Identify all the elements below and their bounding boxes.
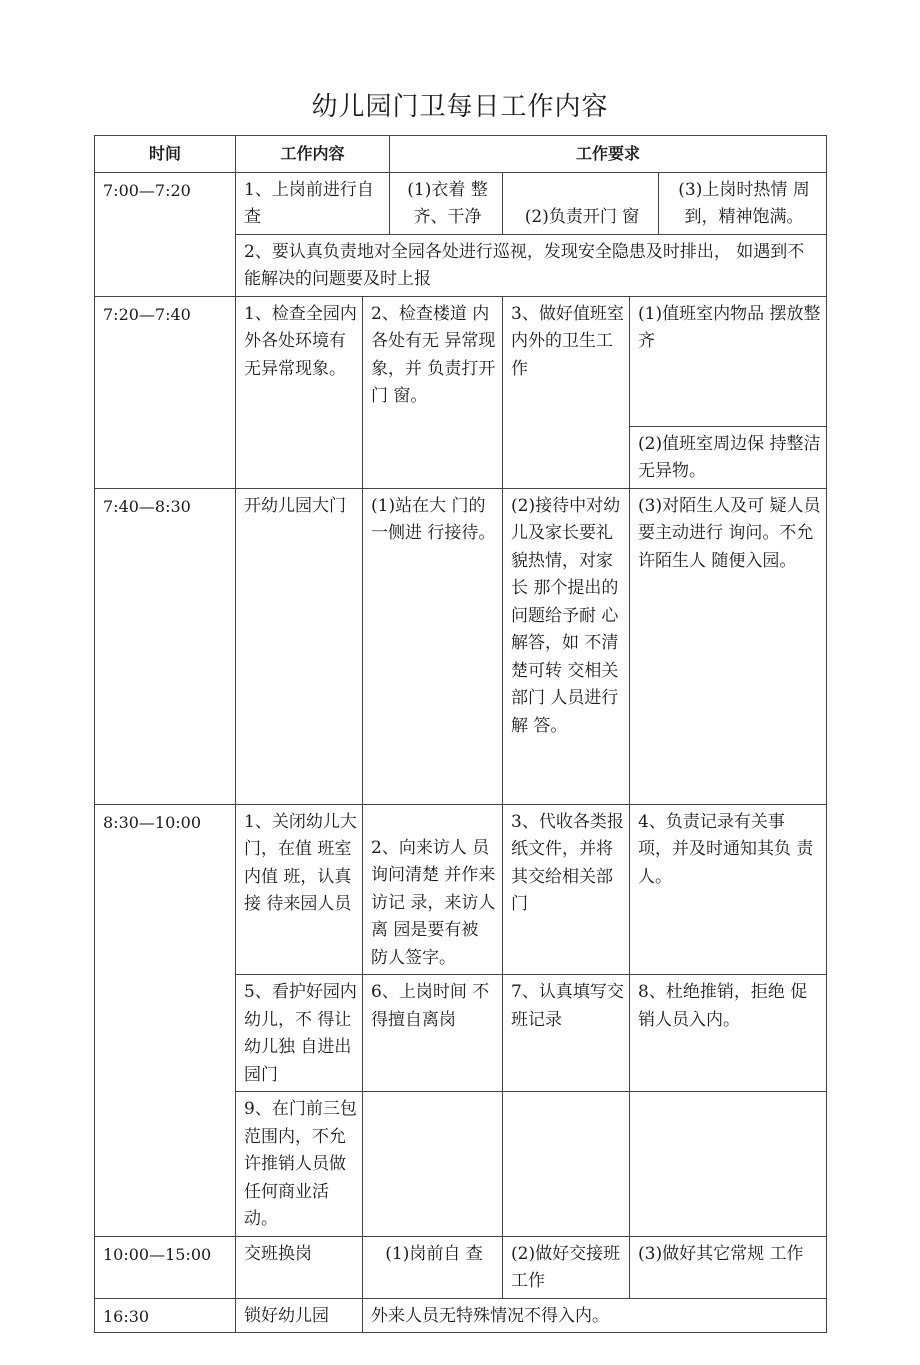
- requirement-cell: (1)站在大 门的一侧进 行接待。: [363, 488, 503, 804]
- requirement-cell: 7、认真填写交班记录: [503, 975, 630, 1092]
- requirement-cell: (3)上岗时热情 周 到，精神饱满。: [659, 172, 827, 234]
- empty-cell: [630, 1092, 827, 1237]
- requirement-cell: 2、要认真负责地对全园各处进行巡视，发现安全隐患及时排出， 如遇到不能解决的问题要及时上报: [236, 234, 827, 296]
- content-cell: 1、检查全园内外各处环境有无异常现象。: [236, 296, 363, 488]
- table-row: [95, 296, 827, 426]
- table-row: [95, 804, 827, 975]
- requirement-cell: 6、上岗时间 不得擅自离岗: [363, 975, 503, 1092]
- content-cell: 锁好幼儿园: [236, 1298, 363, 1333]
- time-cell: 7:40—8:30: [95, 488, 236, 804]
- requirement-cell: (1)衣着 整 齐、干净: [390, 172, 503, 234]
- table-row: [95, 488, 827, 804]
- requirement-cell: (1)岗前自 查: [363, 1236, 503, 1298]
- requirement-cell: (2)做好交接班工作: [503, 1236, 630, 1298]
- duty-table: [94, 135, 827, 1333]
- time-cell: 8:30—10:00: [95, 804, 236, 1236]
- requirement-cell: 8、杜绝推销，拒绝 促销人员入内。: [630, 975, 827, 1092]
- content-cell: 5、看护好园内幼儿，不 得让幼儿独 自进出园门: [236, 975, 363, 1092]
- time-cell: 16:30: [95, 1298, 236, 1333]
- requirement-cell: (2)接待中对幼儿及家长要礼貌热情，对家长 那个提出的 问题给予耐 心解答，如 不清楚可转 交相关部门 人员进行解 答。: [503, 488, 630, 804]
- table-row: [95, 172, 827, 234]
- time-cell: 7:20—7:40: [95, 296, 236, 488]
- time-cell: 10:00—15:00: [95, 1236, 236, 1298]
- requirement-cell: 2、检查楼道 内各处有无 异常现象，并 负责打开门 窗。: [363, 296, 503, 488]
- table-row: [95, 1236, 827, 1298]
- header-time: 时间: [95, 136, 236, 173]
- content-cell: 开幼儿园大门: [236, 488, 363, 804]
- requirement-cell: 2、向来访人 员询问清楚 并作来访记 录，来访人离 园是要有被 防人签字。: [363, 804, 503, 975]
- requirement-cell: 外来人员无特殊情况不得入内。: [363, 1298, 827, 1333]
- page-title: 幼儿园门卫每日工作内容: [311, 92, 609, 122]
- table-row: [95, 1298, 827, 1333]
- requirement-cell: 3、代收各类报纸文件，并将其交给相关部门: [503, 804, 630, 975]
- requirement-cell: 3、做好值班室内外的卫生工作: [503, 296, 630, 488]
- header-requirement: 工作要求: [390, 136, 827, 173]
- requirement-cell: 4、负责记录有关事 项，并及时通知其负 责人。: [630, 804, 827, 975]
- requirement-cell: (1)值班室内物品 摆放整齐: [630, 296, 827, 426]
- content-cell: 1、上岗前进行自查: [236, 172, 390, 234]
- requirement-cell: (3)对陌生人及可 疑人员要主动进行 询问。不允许陌生人 随便入园。: [630, 488, 827, 804]
- header-row: [95, 136, 827, 173]
- requirement-cell: (3)做好其它常规 工作: [630, 1236, 827, 1298]
- time-cell: 7:00—7:20: [95, 172, 236, 296]
- content-cell: 9、在门前三包范围内，不允许推销人员做任何商业活动。: [236, 1092, 363, 1237]
- empty-cell: [503, 1092, 630, 1237]
- requirement-cell: (2)负责开门 窗: [503, 172, 659, 234]
- requirement-cell: (2)值班室周边保 持整洁无异物。: [630, 426, 827, 488]
- content-cell: 1、关闭幼儿大门，在值 班室内值 班，认真接 待来园人员: [236, 804, 363, 975]
- content-cell: 交班换岗: [236, 1236, 363, 1298]
- header-content: 工作内容: [236, 136, 390, 173]
- empty-cell: [363, 1092, 503, 1237]
